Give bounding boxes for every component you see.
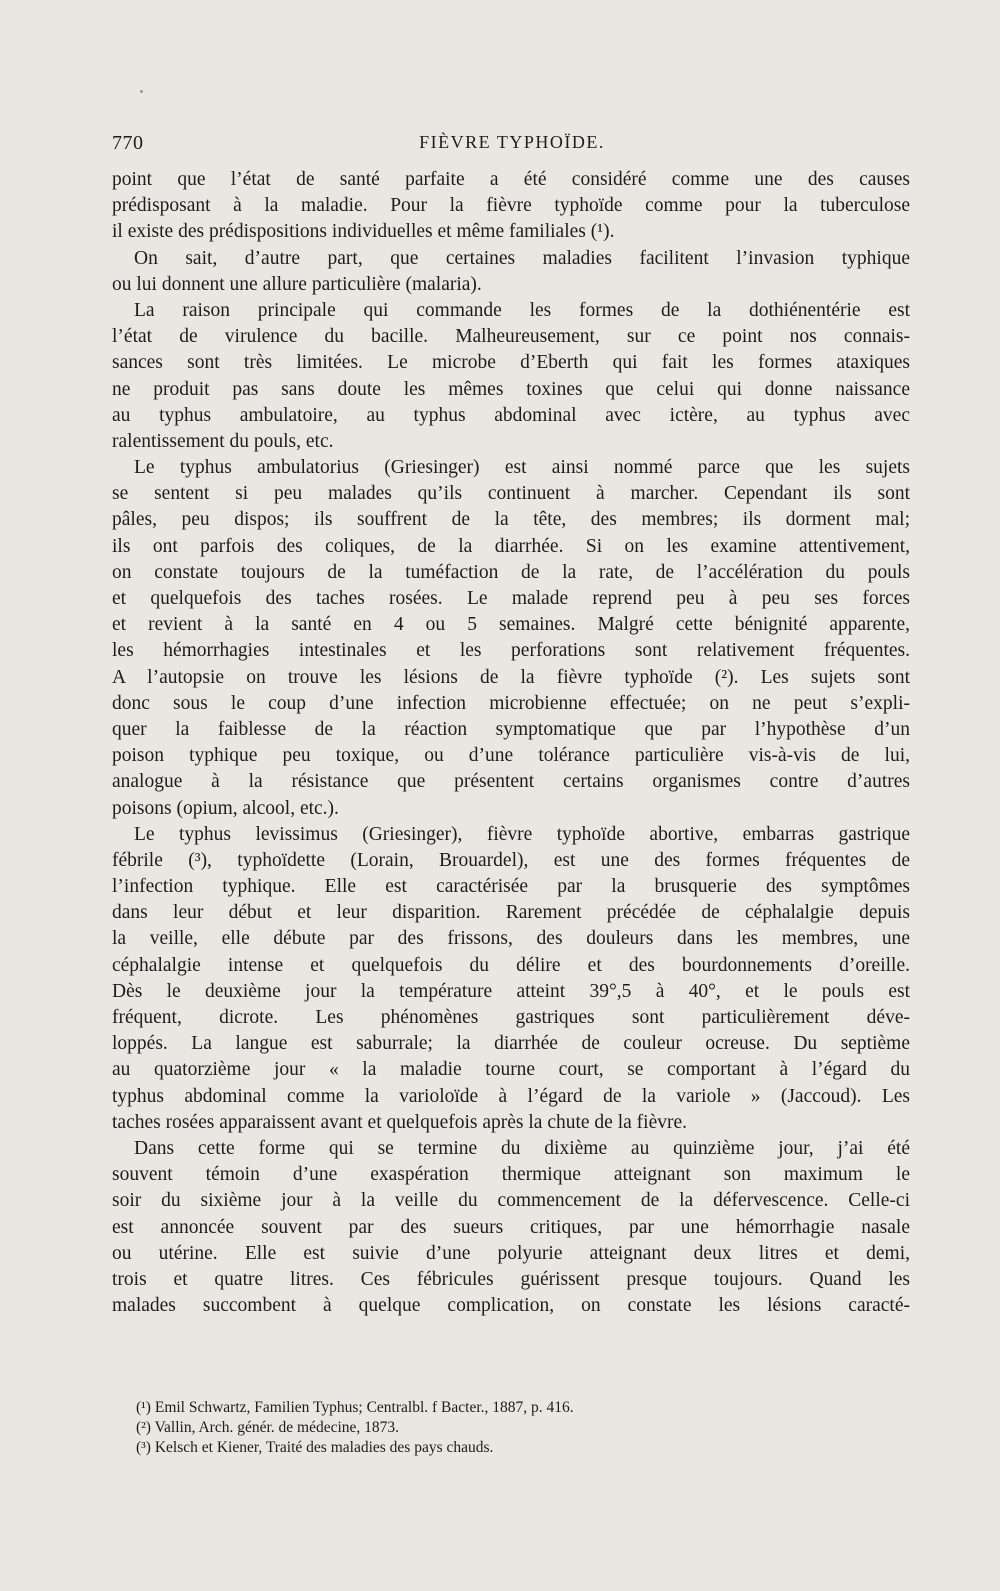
text-line: Dans cette forme qui se termine du dixième au quinzième jour, j’ai été xyxy=(134,1137,910,1159)
text-line: est annoncée souvent par des sueurs critiques, par une hémorrhagie nasale xyxy=(112,1216,910,1238)
text-line: dans leur début et leur disparition. Rarement précédée de céphalalgie depuis xyxy=(112,902,910,924)
text-line: A l’autopsie on trouve les lésions de la fièvre typhoïde (²). Les sujets sont xyxy=(112,666,910,688)
text-line: l’état de virulence du bacille. Malheureusement, sur ce point nos connais- xyxy=(112,326,910,348)
text-line: On sait, d’autre part, que certaines maladies facilitent l’invasion typhique xyxy=(134,247,910,269)
body-text xyxy=(112,167,910,1319)
text-line: soir du sixième jour à la veille du commencement de la défervescence. Celle-ci xyxy=(112,1190,910,1212)
text-line: poison typhique peu toxique, ou d’une tolérance particulière vis-à-vis de lui, xyxy=(112,745,910,767)
text-line: prédisposant à la maladie. Pour la fièvre typhoïde comme pour la tuberculose xyxy=(112,195,910,217)
running-head: FIÈVRE TYPHOÏDE. xyxy=(419,132,605,152)
text-line: loppés. La langue est saburrale; la diarrhée de couleur ocreuse. Du septième xyxy=(112,1033,910,1055)
text-line: les hémorrhagies intestinales et les perforations sont relativement fréquentes. xyxy=(112,640,910,662)
text-line: fébrile (³), typhoïdette (Lorain, Brouardel), est une des formes fréquentes de xyxy=(112,849,910,871)
text-line: Le typhus levissimus (Griesinger), fièvre typhoïde abortive, embarras gastrique xyxy=(134,823,910,845)
text-line: poisons (opium, alcool, etc.). xyxy=(112,797,339,819)
text-line: point que l’état de santé parfaite a été considéré comme une des causes xyxy=(112,169,910,190)
text-line: donc sous le coup d’une infection microbienne effectuée; on ne peut s’expli- xyxy=(112,692,910,714)
text-line: analogue à la résistance que présentent certains organismes contre d’autres xyxy=(112,771,910,793)
text-line: fréquent, dicrote. Les phénomènes gastriques sont particulièrement déve- xyxy=(112,1007,910,1028)
text-line: et revient à la santé en 4 ou 5 semaines. Malgré cette bénignité apparente, xyxy=(112,614,910,636)
footnotes xyxy=(136,1398,776,1458)
text-line: on constate toujours de la tuméfaction de la rate, de l’accélération du pouls xyxy=(112,561,910,583)
text-line: ou lui donnent une allure particulière (malaria). xyxy=(112,273,482,295)
text-line: malades succombent à quelque complication, on constate les lésions caracté- xyxy=(112,1295,910,1317)
footnote: (²) Vallin, Arch. génér. de médecine, 1873. xyxy=(136,1419,400,1436)
text-line: l’infection typhique. Elle est caractérisée par la brusquerie des symptômes xyxy=(112,876,910,898)
text-line: il existe des prédispositions individuelles et même familiales (¹). xyxy=(112,221,615,243)
text-line: La raison principale qui commande les formes de la dothiénentérie est xyxy=(134,299,910,321)
text-line: ne produit pas sans doute les mêmes toxines que celui qui donne naissance xyxy=(112,378,910,400)
text-line: ils ont parfois des coliques, de la diarrhée. Si on les examine attentivement, xyxy=(112,535,910,557)
paper-speck xyxy=(140,90,143,93)
footnote: (¹) Emil Schwartz, Familien Typhus; Centralbl. f Bacter., 1887, p. 416. xyxy=(136,1399,574,1416)
text-line: sances sont très limitées. Le microbe d’Eberth qui fait les formes ataxiques xyxy=(112,352,910,374)
text-line: se sentent si peu malades qu’ils continuent à marcher. Cependant ils sont xyxy=(112,483,910,505)
page-number: 770 xyxy=(112,132,144,154)
text-line: ralentissement du pouls, etc. xyxy=(112,430,334,452)
text-line: taches rosées apparaissent avant et quelquefois après la chute de la fièvre. xyxy=(112,1111,687,1133)
text-line: Dès le deuxième jour la température atteint 39°,5 à 40°, et le pouls est xyxy=(112,980,910,1002)
text-line: au typhus ambulatoire, au typhus abdominal avec ictère, au typhus avec xyxy=(112,404,910,426)
text-line: et quelquefois des taches rosées. Le malade reprend peu à peu ses forces xyxy=(112,588,910,609)
text-line: quer la faiblesse de la réaction symptomatique que par l’hypothèse d’un xyxy=(112,718,910,740)
text-line: Le typhus ambulatorius (Griesinger) est ainsi nommé parce que les sujets xyxy=(134,457,910,479)
text-line: la veille, elle débute par des frissons, des douleurs dans les membres, une xyxy=(112,928,910,950)
text-line: pâles, peu dispos; ils souffrent de la tête, des membres; ils dorment mal; xyxy=(112,509,910,531)
text-line: souvent témoin d’une exaspération thermique atteignant son maximum le xyxy=(112,1164,910,1186)
page-header xyxy=(112,132,912,162)
text-line: ou utérine. Elle est suivie d’une polyurie atteignant deux litres et demi, xyxy=(112,1242,910,1264)
footnote: (³) Kelsch et Kiener, Traité des maladies des pays chauds. xyxy=(136,1439,494,1456)
text-line: au quatorzième jour « la maladie tourne court, se comportant à l’égard du xyxy=(112,1059,910,1081)
text-line: typhus abdominal comme la varioloïde à l’égard de la variole » (Jaccoud). Les xyxy=(112,1085,910,1107)
text-line: trois et quatre litres. Ces fébricules guérissent presque toujours. Quand les xyxy=(112,1268,910,1290)
text-line: céphalalgie intense et quelquefois du délire et des bourdonnements d’oreille. xyxy=(112,954,910,976)
